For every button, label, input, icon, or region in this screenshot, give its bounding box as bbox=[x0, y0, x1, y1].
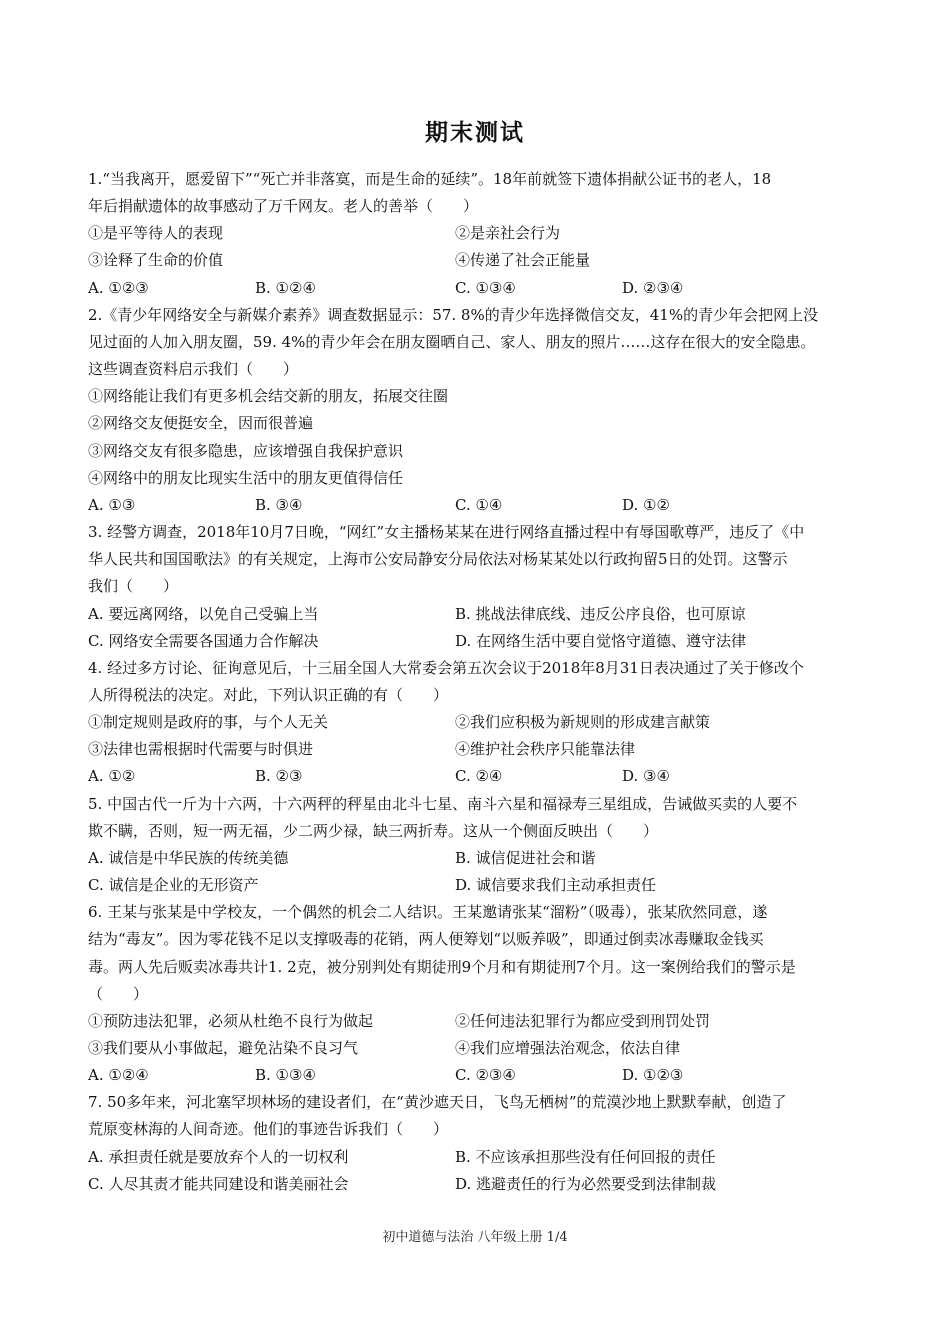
choice-a: A. ①③ bbox=[88, 495, 136, 514]
choice-c: C. 人尽其责才能共同建设和谐美丽社会 bbox=[88, 1174, 349, 1193]
choice-b: B. ①③④ bbox=[255, 1066, 316, 1085]
choice-a: A. ①②③ bbox=[88, 278, 149, 297]
statement-item: ③网络交友有很多隐患，应该增强自我保护意识 bbox=[88, 441, 404, 460]
choice-c: C. 诚信是企业的无形资产 bbox=[88, 876, 259, 895]
choice-a: A. 诚信是中华民族的传统美德 bbox=[88, 848, 289, 867]
question-stem-line: 5. 中国古代一斤为十六两，十六两秤的秤星由北斗七星、南斗六星和福禄寿三星组成，告诫做买卖的人要不 bbox=[88, 794, 798, 813]
question-6 bbox=[88, 899, 866, 1089]
question-7 bbox=[88, 1089, 866, 1198]
statement-row bbox=[88, 220, 866, 247]
statement-item: ①制定规则是政府的事，与个人无关 bbox=[88, 713, 329, 732]
answer-choices bbox=[88, 1062, 866, 1089]
statement-row bbox=[88, 709, 866, 736]
choice-b: B. ③④ bbox=[255, 495, 303, 514]
choice-d: D. 诚信要求我们主动承担责任 bbox=[455, 876, 657, 895]
statement-item: ③诠释了生命的价值 bbox=[88, 251, 224, 270]
question-stem-line: 7. 50多年来，河北塞罕坝林场的建设者们，在“黄沙遮天日，飞鸟无栖树”的荒漠沙地上默默奉献，创造了 bbox=[88, 1093, 787, 1112]
answer-choices bbox=[88, 763, 866, 790]
answer-choices bbox=[88, 492, 866, 519]
statement-row bbox=[88, 1035, 866, 1062]
option-row bbox=[88, 1171, 866, 1198]
statement-item: ④维护社会秩序只能靠法律 bbox=[455, 740, 636, 759]
choice-d: D. ②③④ bbox=[622, 278, 684, 297]
page-title: 期末测试 bbox=[425, 119, 525, 146]
choice-c: C. ①③④ bbox=[455, 278, 516, 297]
statement-item: ③法律也需根据时代需要与时俱进 bbox=[88, 740, 314, 759]
question-stem-line: 欺不瞒，否则，短一两无福，少二两少禄，缺三两折寿。这从一个侧面反映出（ ） bbox=[88, 821, 659, 840]
statement-item: ②任何违法犯罪行为都应受到刑罚处罚 bbox=[455, 1011, 711, 1030]
choice-b: B. 不应该承担那些没有任何回报的责任 bbox=[455, 1147, 716, 1166]
choice-c: C. ①④ bbox=[455, 495, 503, 514]
choice-b: B. ②③ bbox=[255, 767, 303, 786]
statement-row bbox=[88, 736, 866, 763]
statement-item: ②我们应积极为新规则的形成建言献策 bbox=[455, 713, 711, 732]
question-stem-line: 人所得税法的决定。对此，下列认识正确的有（ ） bbox=[88, 685, 449, 704]
question-stem-line: 毒。两人先后贩卖冰毒共计1. 2克，被分别判处有期徒刑9个月和有期徒刑7个月。这一案例给我们的警示是 bbox=[88, 957, 796, 976]
choice-a: A. 要远离网络，以免自己受骗上当 bbox=[88, 604, 319, 623]
question-stem-line: 3. 经警方调查，2018年10月7日晚，“网红”女主播杨某某在进行网络直播过程中有辱国歌尊严，违反了《中 bbox=[88, 523, 805, 542]
choice-a: A. ①② bbox=[88, 767, 136, 786]
question-list bbox=[88, 166, 866, 1198]
choice-b: B. 诚信促进社会和谐 bbox=[455, 848, 596, 867]
question-2 bbox=[88, 302, 866, 519]
statement-row bbox=[88, 247, 866, 274]
choice-c: C. ②③④ bbox=[455, 1066, 516, 1085]
choice-c: C. 网络安全需要各国通力合作解决 bbox=[88, 631, 319, 650]
question-stem-line: 见过面的人加入朋友圈，59. 4%的青少年会在朋友圈晒自己、家人、朋友的照片……这存在很大的安全隐患。 bbox=[88, 332, 816, 351]
question-stem-line: 我们（ ） bbox=[88, 577, 179, 596]
statement-item: ②网络交友便挺安全，因而很普遍 bbox=[88, 414, 314, 433]
question-stem-line: 6. 王某与张某是中学校友，一个偶然的机会二人结识。王某邀请张某“溜粉”（吸毒），张某欣然同意，遂 bbox=[88, 903, 768, 922]
option-row bbox=[88, 872, 866, 899]
option-row bbox=[88, 601, 866, 628]
question-stem-line: 1.“当我离开，愿爱留下”“死亡并非落寞，而是生命的延续”。18年前就签下遗体捐献公证书的老人，18 bbox=[88, 170, 772, 188]
choice-b: B. ①②④ bbox=[255, 278, 316, 297]
choice-d: D. 在网络生活中要自觉恪守道德、遵守法律 bbox=[455, 631, 747, 650]
statement-item: ②是亲社会行为 bbox=[455, 224, 561, 243]
question-stem-line: 华人民共和国国歌法》的有关规定，上海市公安局静安分局依法对杨某某处以行政拘留5日的处罚。这警示 bbox=[88, 550, 788, 569]
question-3 bbox=[88, 519, 866, 655]
question-stem-line: 4. 经过多方讨论、征询意见后，十三届全国人大常委会第五次会议于2018年8月31日表决通过了关于修改个 bbox=[88, 658, 804, 677]
statement-item: ①是平等待人的表现 bbox=[88, 224, 224, 243]
question-stem-line: 年后捐献遗体的故事感动了万千网友。老人的善举（ ） bbox=[88, 197, 479, 216]
page-footer: 初中道德与法治 八年级上册 1/4 bbox=[382, 1230, 568, 1245]
choice-d: D. ①② bbox=[622, 495, 670, 514]
choice-b: B. 挑战法律底线、违反公序良俗，也可原谅 bbox=[455, 604, 746, 623]
choice-c: C. ②④ bbox=[455, 767, 503, 786]
answer-choices bbox=[88, 275, 866, 302]
question-stem-line: 这些调查资料启示我们（ ） bbox=[88, 360, 299, 379]
statement-item: ④传递了社会正能量 bbox=[455, 251, 591, 270]
statement-item: ①预防违法犯罪，必须从杜绝不良行为做起 bbox=[88, 1011, 374, 1030]
choice-d: D. 逃避责任的行为必然要受到法律制裁 bbox=[455, 1174, 717, 1193]
question-stem-line: （ ） bbox=[88, 984, 149, 1003]
choice-d: D. ③④ bbox=[622, 767, 670, 786]
question-1 bbox=[88, 166, 866, 302]
option-row bbox=[88, 845, 866, 872]
statement-item: ①网络能让我们有更多机会结交新的朋友，拓展交往圈 bbox=[88, 387, 449, 406]
choice-a: A. 承担责任就是要放弃个人的一切权利 bbox=[88, 1147, 349, 1166]
choice-a: A. ①②④ bbox=[88, 1066, 149, 1085]
question-stem-line: 荒原变林海的人间奇迹。他们的事迹告诉我们（ ） bbox=[88, 1120, 449, 1139]
statement-item: ④我们应增强法治观念，依法自律 bbox=[455, 1039, 681, 1057]
question-4 bbox=[88, 655, 866, 791]
question-5 bbox=[88, 791, 866, 900]
statement-item: ③我们要从小事做起，避免沾染不良习气 bbox=[88, 1039, 359, 1057]
choice-d: D. ①②③ bbox=[622, 1066, 684, 1085]
statement-row bbox=[88, 1008, 866, 1035]
option-row bbox=[88, 1144, 866, 1171]
statement-item: ④网络中的朋友比现实生活中的朋友更值得信任 bbox=[88, 468, 404, 487]
question-stem-line: 2.《青少年网络安全与新媒介素养》调查数据显示：57. 8%的青少年选择微信交友，41%的青少年会把网上没 bbox=[88, 305, 819, 324]
question-stem-line: 结为“毒友”。因为零花钱不足以支撑吸毒的花销，两人便筹划“以贩养吸”，即通过倒卖冰毒赚取金钱买 bbox=[88, 930, 764, 949]
option-row bbox=[88, 628, 866, 655]
